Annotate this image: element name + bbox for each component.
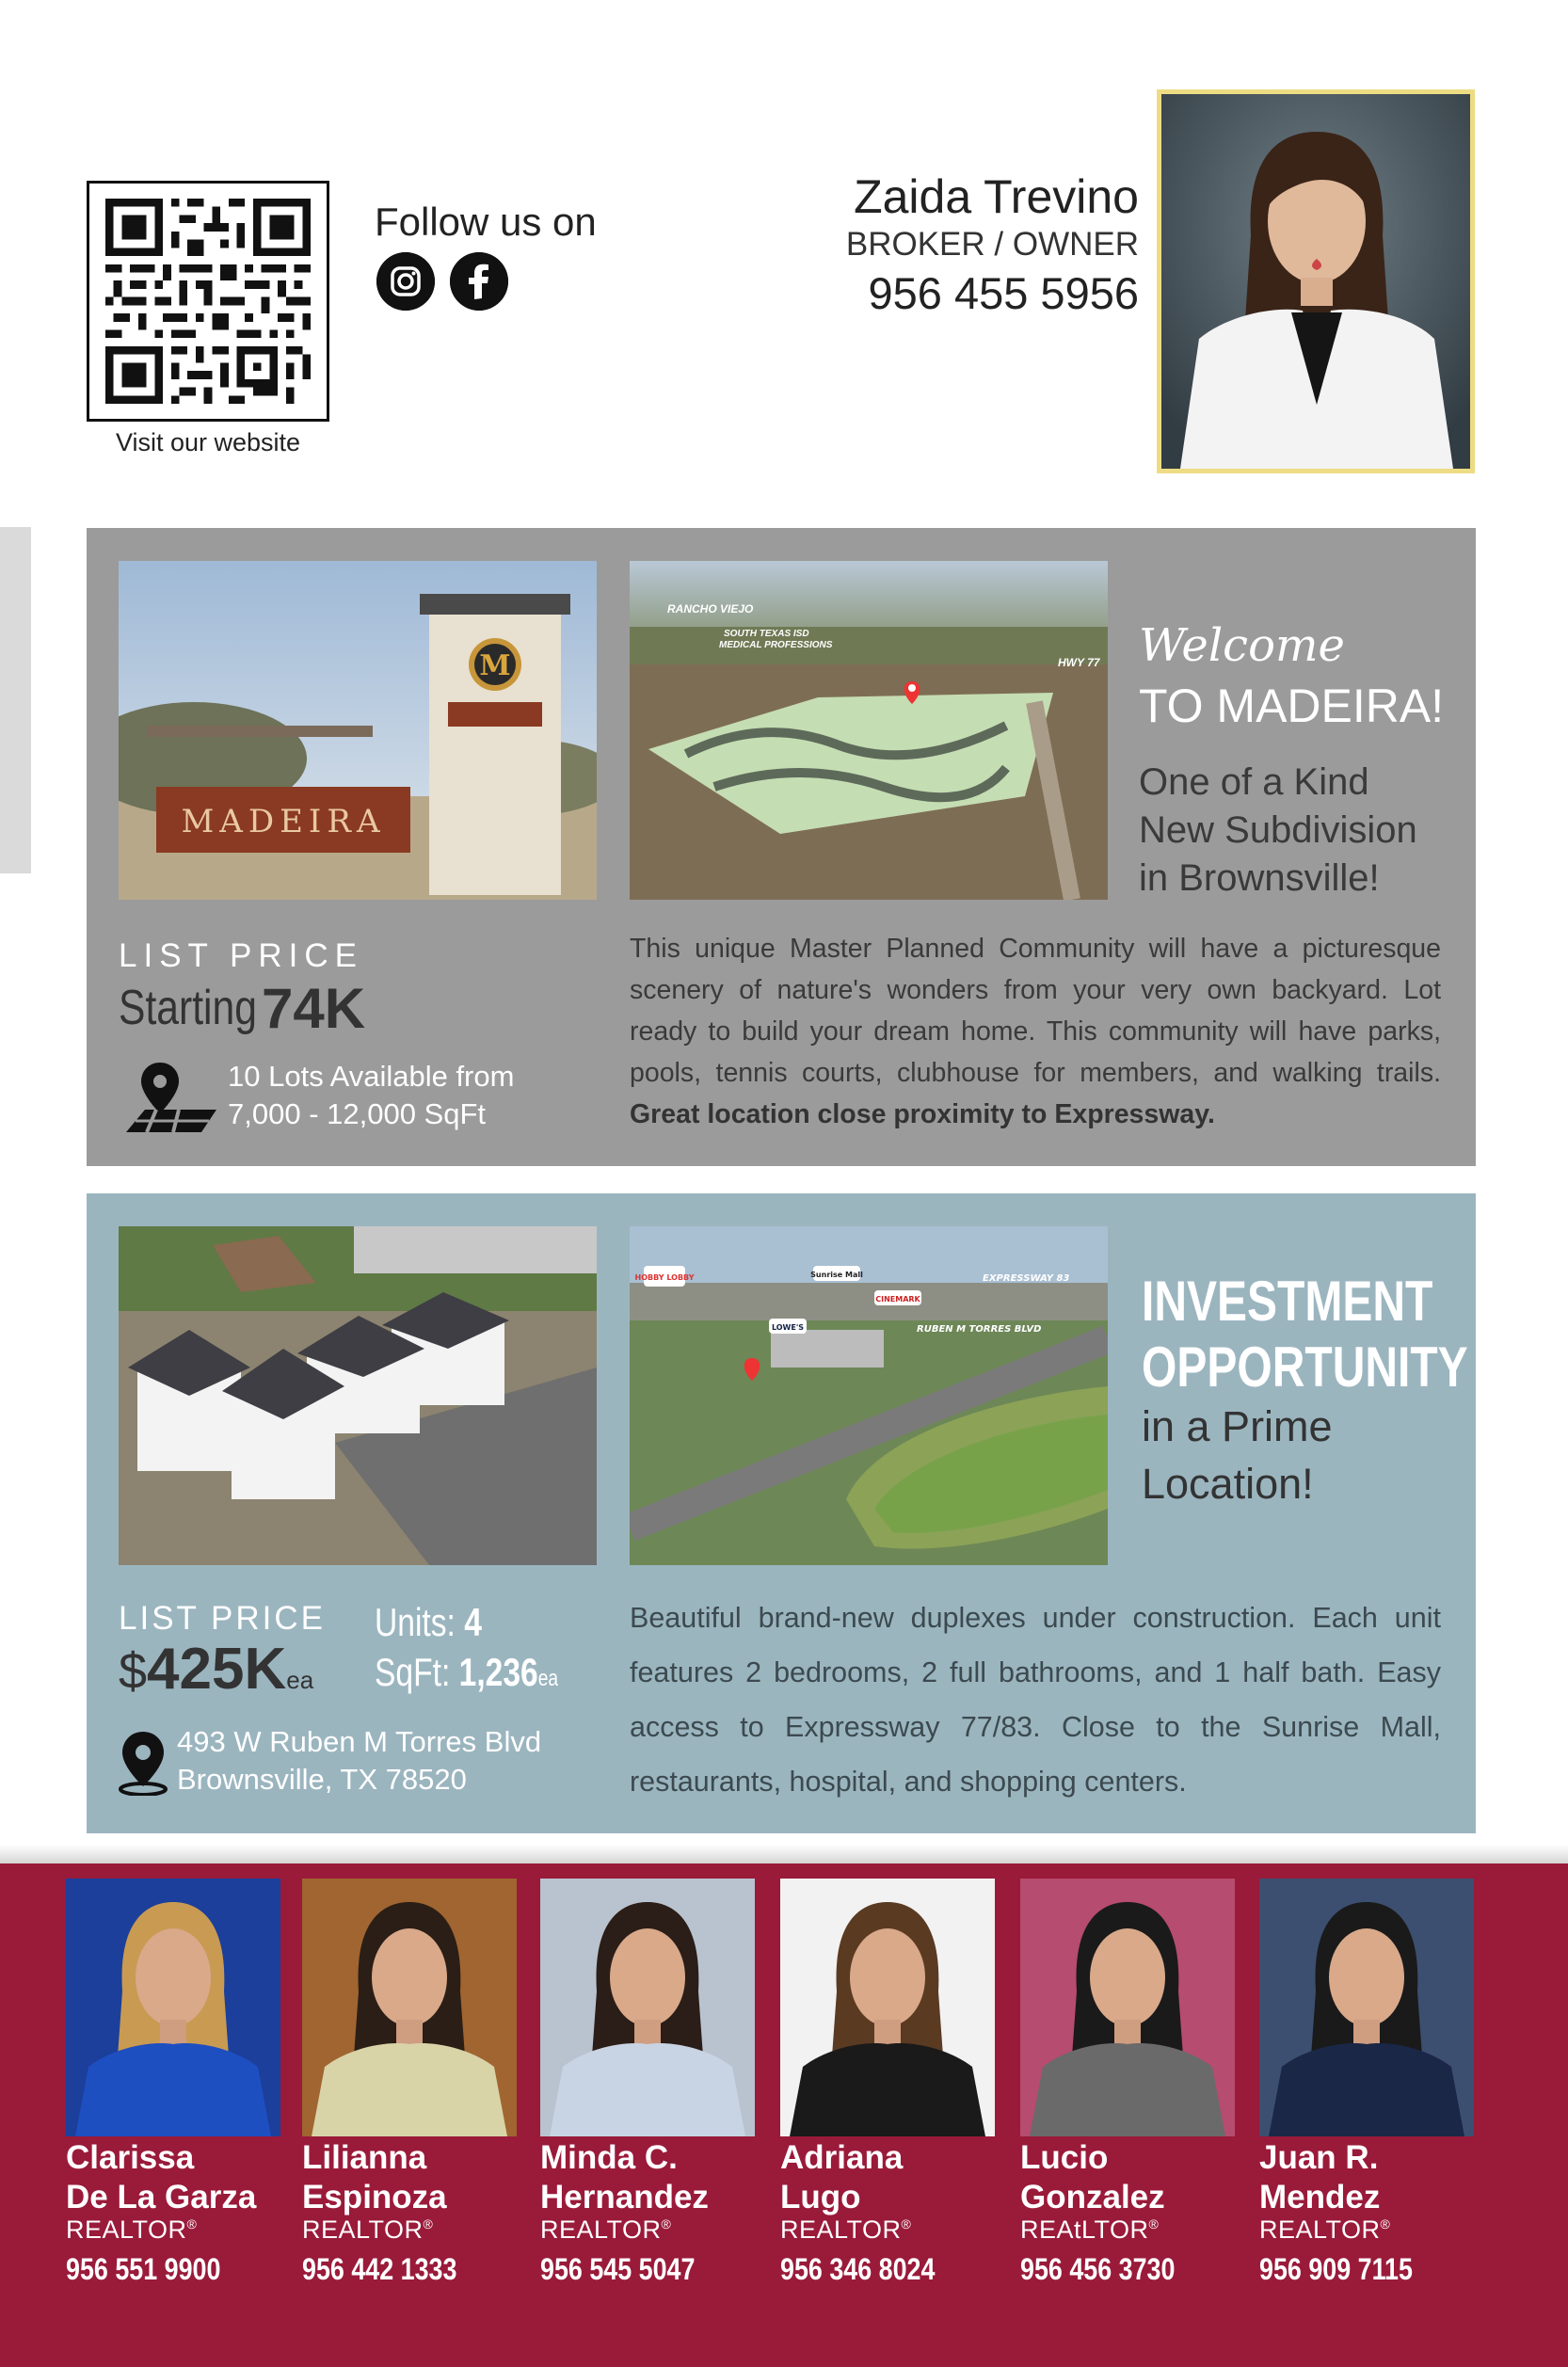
list-price-label: LIST PRICE bbox=[119, 1600, 326, 1637]
team-member-last-name: Espinoza bbox=[302, 2179, 447, 2215]
tagline-line: Location! bbox=[1142, 1459, 1314, 1508]
side-tab bbox=[0, 527, 31, 873]
team-member-phone[interactable]: 956 456 3730 bbox=[1020, 2252, 1176, 2286]
price-value: 425K bbox=[147, 1637, 287, 1702]
broker-name: Zaida Trevino bbox=[854, 170, 1139, 223]
madeira-price bbox=[119, 977, 366, 1040]
address-line: Brownsville, TX 78520 bbox=[177, 1763, 467, 1797]
registered-mark: ® bbox=[1380, 2216, 1391, 2231]
team-member-last-name: De La Garza bbox=[66, 2179, 257, 2215]
team-member-phone[interactable]: 956 346 8024 bbox=[780, 2252, 936, 2286]
svg-text:Sunrise Mall: Sunrise Mall bbox=[810, 1271, 863, 1279]
facebook-icon[interactable] bbox=[450, 252, 508, 311]
team-member-first-name: Minda C. bbox=[540, 2139, 678, 2176]
team-member-phone[interactable]: 956 545 5047 bbox=[540, 2252, 696, 2286]
team-member-first-name: Lilianna bbox=[302, 2139, 427, 2176]
role-text: REALTOR bbox=[540, 2215, 662, 2244]
units-label: Units: bbox=[375, 1600, 456, 1644]
madeira-aerial-map bbox=[630, 561, 1108, 900]
map-label: HWY 77 bbox=[1058, 656, 1100, 669]
team-member-photo bbox=[66, 1879, 280, 2136]
investment-title: INVESTMENT bbox=[1142, 1270, 1433, 1333]
team-member-first-name: Juan R. bbox=[1259, 2139, 1379, 2176]
svg-text:EXPRESSWAY 83: EXPRESSWAY 83 bbox=[983, 1273, 1070, 1284]
team-member-card bbox=[780, 1879, 995, 2287]
svg-text:CINEMARK: CINEMARK bbox=[875, 1295, 920, 1303]
team-member-last-name: Mendez bbox=[1259, 2179, 1381, 2215]
price-suffix: ea bbox=[286, 1666, 314, 1694]
address-line: 493 W Ruben M Torres Blvd bbox=[177, 1725, 542, 1758]
team-member-last-name: Lugo bbox=[780, 2179, 861, 2215]
follow-us-text: Follow us on bbox=[375, 200, 597, 244]
price-currency: $ bbox=[119, 1643, 148, 1700]
team-member-phone[interactable]: 956 551 9900 bbox=[66, 2252, 221, 2286]
map-label: MEDICAL PROFESSIONS bbox=[719, 640, 833, 650]
square-footage bbox=[375, 1650, 558, 1695]
lots-available bbox=[228, 1058, 514, 1132]
welcome-title: TO MADEIRA! bbox=[1139, 680, 1445, 732]
team-member-last-name: Gonzalez bbox=[1020, 2179, 1165, 2215]
sqft-value: 1,236 bbox=[458, 1650, 538, 1694]
team-band bbox=[0, 1863, 1568, 2367]
team-member-first-name: Lucio bbox=[1020, 2139, 1109, 2176]
team-member-photo bbox=[780, 1879, 995, 2136]
role-text: REALTOR bbox=[66, 2215, 187, 2244]
listing-investment-panel bbox=[87, 1193, 1476, 1833]
price-value: 74K bbox=[262, 977, 366, 1040]
description-highlight: Great location close proximity to Expressway. bbox=[630, 1099, 1215, 1129]
investment-description: Beautiful brand-new duplexes under construction. Each unit features 2 bedrooms, 2 full bathrooms, and 1 half bath. Easy access to Expressway 77/83. Close to the Sunrise Mall, restaurants, hospital, and shopping centers. bbox=[630, 1602, 1441, 1798]
team-member-card bbox=[1020, 1879, 1235, 2287]
tagline-line: in a Prime bbox=[1142, 1402, 1333, 1450]
units-count bbox=[375, 1600, 482, 1645]
tagline-line: One of a Kind bbox=[1139, 761, 1369, 803]
opportunity-title: OPPORTUNITY bbox=[1142, 1335, 1468, 1399]
madeira-description bbox=[630, 928, 1441, 1135]
investment-location-map bbox=[630, 1226, 1108, 1565]
madeira-tagline bbox=[1139, 759, 1459, 904]
investment-price bbox=[119, 1636, 313, 1703]
team-member-photo bbox=[1020, 1879, 1235, 2136]
team-member-phone[interactable]: 956 442 1333 bbox=[302, 2252, 457, 2286]
map-label: SOUTH TEXAS ISD bbox=[724, 629, 809, 639]
team-member-first-name: Adriana bbox=[780, 2139, 904, 2176]
role-text: REAtLTOR bbox=[1020, 2215, 1149, 2244]
registered-mark: ® bbox=[1148, 2216, 1160, 2231]
property-address[interactable] bbox=[177, 1723, 541, 1799]
team-member-photo bbox=[540, 1879, 755, 2136]
team-member-role bbox=[540, 2215, 755, 2245]
svg-text:HOBBY LOBBY: HOBBY LOBBY bbox=[634, 1273, 695, 1282]
broker-title: BROKER / OWNER bbox=[845, 226, 1139, 263]
madeira-sign-text: MADEIRA bbox=[181, 803, 386, 840]
team-member-role bbox=[1020, 2215, 1235, 2245]
location-pin-icon bbox=[119, 1730, 168, 1796]
sqft-label: SqFt: bbox=[375, 1650, 451, 1694]
role-text: REALTOR bbox=[1259, 2215, 1381, 2244]
registered-mark: ® bbox=[423, 2216, 434, 2231]
team-member-card bbox=[66, 1879, 280, 2287]
list-price-label: LIST PRICE bbox=[119, 937, 363, 974]
registered-mark: ® bbox=[901, 2216, 912, 2231]
instagram-icon[interactable] bbox=[376, 252, 435, 311]
team-member-photo bbox=[302, 1879, 517, 2136]
team-band-shadow bbox=[0, 1845, 1568, 1865]
team-member-photo bbox=[1259, 1879, 1474, 2136]
svg-text:M: M bbox=[479, 649, 511, 682]
svg-text:RUBEN M TORRES BLVD: RUBEN M TORRES BLVD bbox=[917, 1324, 1042, 1335]
team-member-role bbox=[302, 2215, 517, 2245]
team-member-role bbox=[1259, 2215, 1474, 2245]
broker-photo bbox=[1157, 89, 1475, 473]
team-member-card bbox=[302, 1879, 517, 2287]
sqft-suffix: ea bbox=[537, 1666, 559, 1691]
madeira-entrance-photo bbox=[119, 561, 597, 900]
team-member-role bbox=[780, 2215, 995, 2245]
qr-caption: Visit our website bbox=[115, 428, 301, 456]
team-member-card bbox=[540, 1879, 755, 2287]
units-value: 4 bbox=[464, 1600, 482, 1644]
welcome-script: Welcome bbox=[1139, 619, 1345, 672]
investment-tagline bbox=[1142, 1399, 1443, 1513]
lots-line: 10 Lots Available from bbox=[228, 1060, 515, 1093]
role-text: REALTOR bbox=[302, 2215, 424, 2244]
qr-code[interactable] bbox=[87, 181, 329, 422]
team-member-role bbox=[66, 2215, 280, 2245]
duplexes-aerial-photo bbox=[119, 1226, 597, 1565]
team-member-first-name: Clarissa bbox=[66, 2139, 195, 2176]
lots-line: 7,000 - 12,000 SqFt bbox=[228, 1096, 487, 1130]
price-prefix: Starting bbox=[119, 981, 257, 1035]
qr-code-pattern bbox=[104, 199, 312, 404]
svg-text:LOWE'S: LOWE'S bbox=[771, 1323, 805, 1332]
map-label: RANCHO VIEJO bbox=[667, 602, 754, 616]
team-member-card bbox=[1259, 1879, 1474, 2287]
tagline-line: New Subdivision bbox=[1139, 809, 1417, 852]
listing-madeira-panel bbox=[87, 528, 1476, 1166]
broker-phone[interactable]: 956 455 5956 bbox=[868, 268, 1139, 318]
tagline-line: in Brownsville! bbox=[1139, 857, 1380, 900]
team-member-last-name: Hernandez bbox=[540, 2179, 709, 2215]
registered-mark: ® bbox=[186, 2216, 198, 2231]
role-text: REALTOR bbox=[780, 2215, 902, 2244]
description-text: This unique Master Planned Community will have a picturesque scenery of nature's wonders from your very own backyard. Lot ready to build your dream home. This community will have parks, pools, tennis courts, clubhouse for members, and walking trails. bbox=[630, 934, 1441, 1088]
team-member-phone[interactable]: 956 909 7115 bbox=[1259, 2252, 1413, 2286]
lot-map-pin-icon bbox=[119, 1061, 216, 1132]
registered-mark: ® bbox=[661, 2216, 672, 2231]
